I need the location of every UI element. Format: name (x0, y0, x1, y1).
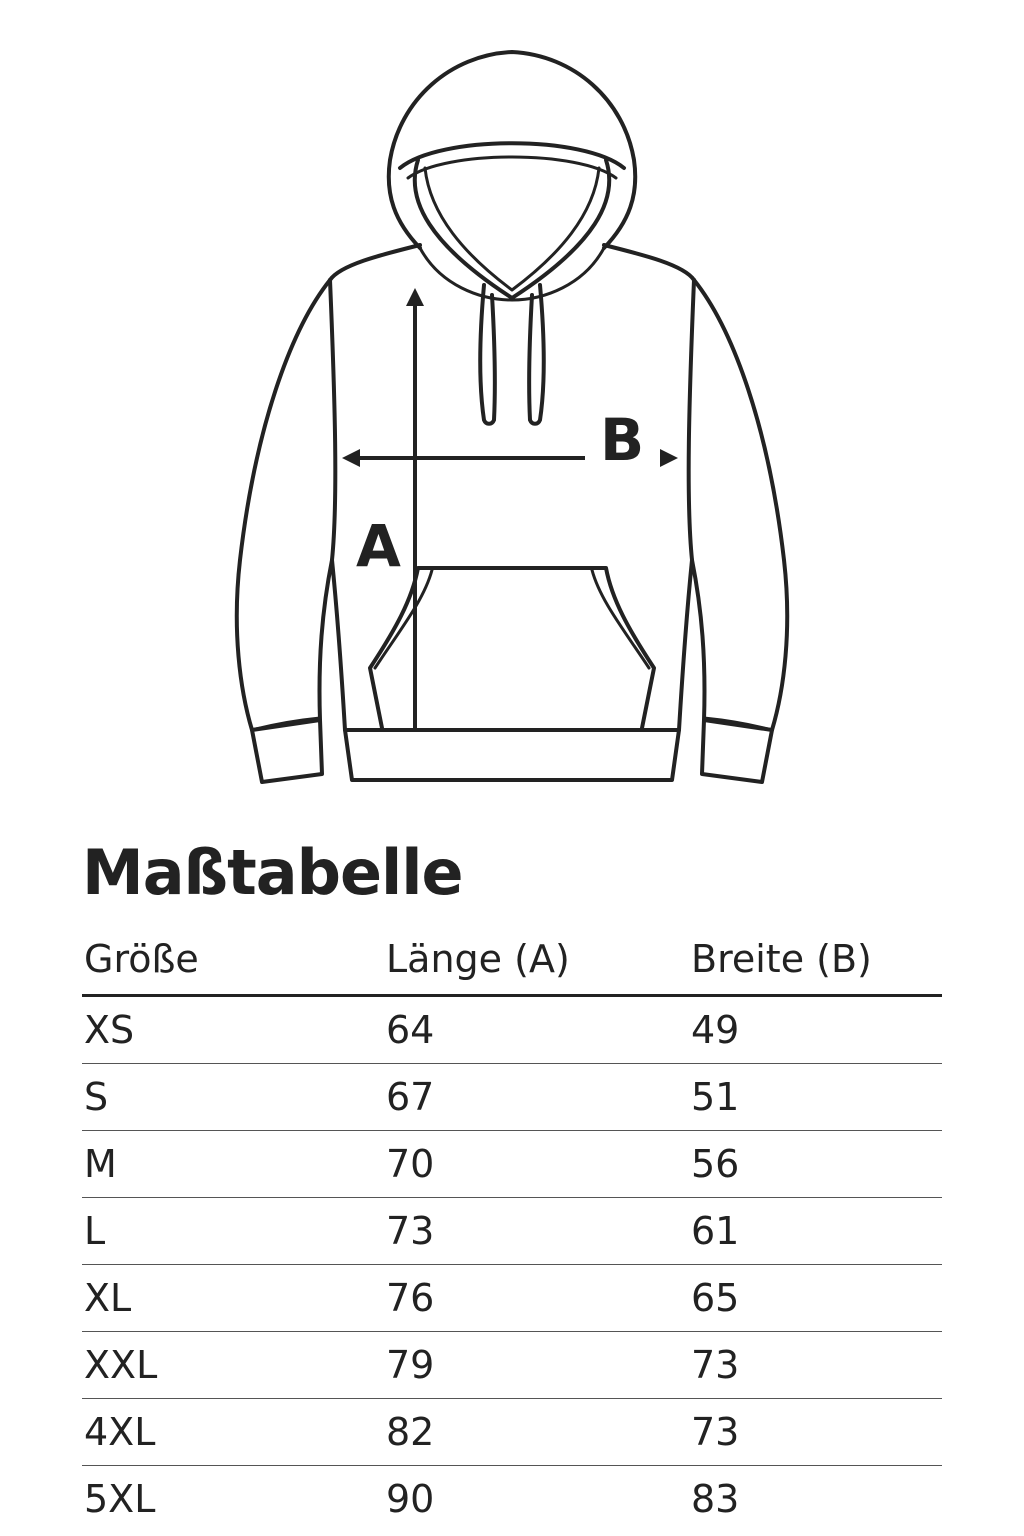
cell-width: 73 (689, 1399, 942, 1466)
cell-length: 70 (384, 1131, 689, 1198)
table-row (82, 1198, 942, 1265)
cell-length: 76 (384, 1265, 689, 1332)
right-cuff (702, 720, 772, 782)
measurement-arrows (342, 288, 678, 728)
cell-length: 64 (384, 996, 689, 1064)
hood-brim-inner (408, 157, 616, 178)
cell-length: 79 (384, 1332, 689, 1399)
left-shoulder (330, 245, 420, 280)
length-label: A (356, 512, 401, 580)
table-title: Maßtabelle (82, 836, 463, 909)
table-row (82, 1399, 942, 1466)
width-label: B (600, 406, 645, 474)
cell-size: XXL (82, 1332, 384, 1399)
left-sleeve-inner (320, 280, 336, 720)
cell-length: 82 (384, 1399, 689, 1466)
table-row (82, 1332, 942, 1399)
cell-size: XL (82, 1265, 384, 1332)
table-row (82, 1466, 942, 1533)
cell-width: 61 (689, 1198, 942, 1265)
table-header-row (82, 924, 942, 996)
cell-width: 65 (689, 1265, 942, 1332)
hoodie-outline (237, 52, 787, 782)
pocket-right-trim (592, 570, 649, 668)
cell-width: 49 (689, 996, 942, 1064)
cell-size: XS (82, 996, 384, 1064)
table-row (82, 1064, 942, 1131)
left-sleeve-outer (237, 280, 330, 730)
left-cuff-top (252, 718, 320, 730)
header-width: Breite (B) (689, 924, 942, 996)
body-right-side (679, 560, 692, 730)
left-cuff (252, 720, 322, 782)
header-size: Größe (82, 924, 384, 996)
header-length: Länge (A) (384, 924, 689, 996)
right-shoulder (604, 245, 694, 280)
pocket-left-trim (375, 570, 432, 668)
right-sleeve-inner (689, 280, 705, 720)
cell-length: 73 (384, 1198, 689, 1265)
hood-opening-inner (425, 168, 599, 290)
length-arrow-head (406, 288, 424, 306)
cell-width: 51 (689, 1064, 942, 1131)
cell-size: L (82, 1198, 384, 1265)
table-row (82, 1265, 942, 1332)
drawstring-left (480, 285, 495, 424)
width-arrow-head-right (660, 449, 678, 467)
cell-size: 4XL (82, 1399, 384, 1466)
cell-size: M (82, 1131, 384, 1198)
cell-width: 56 (689, 1131, 942, 1198)
cell-width: 73 (689, 1332, 942, 1399)
kangaroo-pocket (370, 568, 654, 728)
waistband (345, 730, 679, 780)
body-left-side (332, 560, 345, 730)
cell-width: 83 (691, 1477, 740, 1521)
cell-length: 67 (384, 1064, 689, 1131)
hood-lower (420, 248, 604, 300)
drawstring-right (529, 285, 544, 424)
cell-size: S (82, 1064, 384, 1131)
cell-size: 5XL (84, 1477, 156, 1521)
table-row (82, 1131, 942, 1198)
right-sleeve-outer (694, 280, 787, 730)
table-row (82, 996, 942, 1064)
right-cuff-top (704, 718, 772, 730)
size-table (82, 924, 942, 1532)
cell-length: 90 (386, 1477, 435, 1521)
width-arrow-head-left (342, 449, 360, 467)
